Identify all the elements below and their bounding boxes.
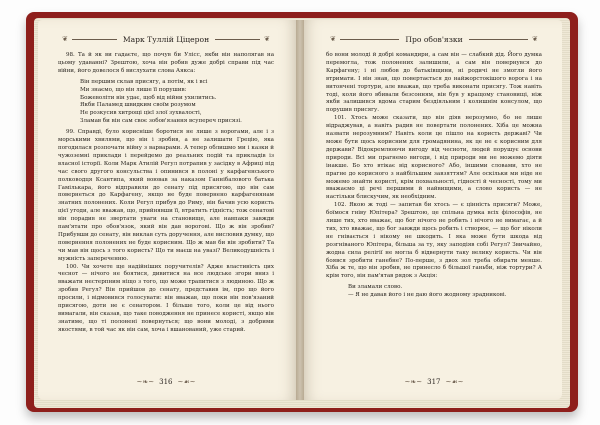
paragraph: 100. Чи хочете ще надійніших поручителів? Адже властивість цих чеснот — нічого не боятися, дивитися на все людське згори вниз і вважати нестерпним ніщо з того, що може трапитися з людиною. Що ж зробив Регул? Він прийшов до сенату, представив ім, про що його просили, і відмовився голосувати: він вважав, що поки він пов'язаний присягою, доти не є сенатором. І більше того, коли це від нього вимагали, він сказав, що таке поводження не принесе користі, якщо він знатиме, що ті полонені повернуться; що вони молоді, з добрими якостями, в той час як він сам, хоча і вшанований, уже старий. xyxy=(58,263,274,333)
right-folio xyxy=(326,376,542,388)
flourish-icon: ~☙~ xyxy=(445,378,464,386)
book-gutter xyxy=(296,20,304,400)
page-number: 317 xyxy=(427,378,441,386)
header-rule xyxy=(72,39,117,40)
paragraph: 101. Хтось може сказати, що він діяв нерозумно, бо не лише відраджував, а навіть радив не повертати полонених. Хіба це можна назвати нерозумним? Навіть коли це пішло на користь державі? Чи може бути щось корисним для громадянина, як це не є корисним для держави? Відокремлюючи вигоду від чесноти, людей порушує основи природи. Всі ми прагнемо вигоди, і від природи ми не можемо діяти інакше. Бо хто втікає від корисного? Або, іншими словами, хто не прагне до корисного з найбільшим завзяттям? Але оскільки ми ніде не можемо знайти користі, крім похвальності, гідності й чесності, тому ми вважаємо ці речі першими й найвищими, а слово користь — не настільки блискучим, як необхідним. xyxy=(326,115,542,201)
flourish-icon: ~☙~ xyxy=(177,378,196,386)
verse-line: Якби Паламед швидким своїм розумом xyxy=(80,102,196,109)
header-rule xyxy=(469,39,528,40)
right-page xyxy=(300,20,562,400)
page-number: 316 xyxy=(159,378,173,386)
left-page-text xyxy=(58,52,274,335)
verse-line: Він першим склав присягу, а потім, як і всі xyxy=(80,78,208,85)
verse-line: Зламав би він сам своє зобов'язання всупереч присязі. xyxy=(80,118,242,125)
paragraph: 99. Справді, було корисніше боротися не лише з ворогами, але і з морськими хвилями, що він і зробив, а не залишати Грецію, яка погодилася розпочати війну з варварами. А тепер облишмо ми і казки й чужоземні приклади і перейдемо до реальних подій та прикладів із власної історії. Коли Марк Атилій Регул потрапив у засідку в Африці під час свого другого консульства і опинився в полоні у карфагенського полководця Ксантипа, який воював за наказом Ганнібалового батька Гамількара, його відправили до сенату під присягою, що він сам повернеться до Карфагену, якщо не буде повернено карфагенянам знатних полонених. Коли Регул прибув до Риму, він бачив усю користь цієї угоди, але вважав, що, прийнявши її, втратить гідність; тож сенатові він порадив не звертати уваги на становище, але навпаки завжди пам'ятати про обов'язок, який він дав ворогові. Що ж він зробив? Прибувши до сенату, він виклав суть доручення, але висловив думку, що повернення полонених не буде корисним. Що ж мав би він зробити? Та чи мав він щось з того користь? Що ти маєш на увазі? Великодушність і мужність запереченню. xyxy=(58,129,274,262)
verse-line: Божеволіти він удає, щоб від війни ухилитись. xyxy=(80,94,217,101)
right-running-head-title: Про обов'язки xyxy=(405,34,463,44)
ornament-icon: ❦ xyxy=(62,35,68,43)
right-running-head xyxy=(326,32,542,46)
verse-quote xyxy=(348,284,542,300)
header-rule xyxy=(215,39,260,40)
left-page xyxy=(38,20,300,400)
ornament-icon: ❦ xyxy=(330,35,336,43)
verse-line: Ми знаємо, що він лише її порушив: xyxy=(80,86,187,93)
ornament-icon: ❦ xyxy=(264,35,270,43)
ornament-icon: ❦ xyxy=(532,35,538,43)
flourish-icon: ~❧~ xyxy=(136,378,155,386)
left-folio xyxy=(58,376,274,388)
paragraph: бо вони молоді й добрі командири, а сам він — слабкий дід. Його думка перемогла, тож полонених залишили, а сам він повернувся до Карфагену; і ні любов до батьківщини, ні родичі не змогли його втримати. І він знав, що повертається до найжорстокішого ворога і на витончені тортури, але вважав, що треба виконати присягу. Тож навіть тоді, коли його вбивали безсонням, він був у кращому становищі, ніж якби залишився вдома старим бездіяльним і колишнім консулом, що порушив присягу. xyxy=(326,52,542,114)
verse-quote xyxy=(80,79,274,126)
right-page-text xyxy=(326,52,542,303)
flourish-icon: ~❧~ xyxy=(404,378,423,386)
verse-line: Не розкусив хитрощі цієї злої зухвалості, xyxy=(80,110,202,117)
paragraph: 98. Та й як ви гадаєте, що почув би Улісс, якби він наполягав на цьому удаванні? Зрештою, хоча він робив дуже добрі справи під час війни, його довелося б вислухати слова Аякса: xyxy=(58,52,274,74)
verse-line: Ви зламали слово. xyxy=(348,284,403,291)
left-running-head xyxy=(58,32,274,46)
verse-line: — Я не давав його і не даю його жодному зрадникові. xyxy=(348,292,507,299)
left-running-head-title: Марк Туллій Ціцерон xyxy=(122,34,210,44)
header-rule xyxy=(340,39,399,40)
paragraph: 102. Якою ж тоді — запитав би хтось — є цінність присяги? Може, боїмося гніву Юпітера? Зрештою, це спільна думка всіх філософів, не лише тих, хто вважає, що бог нічого не робить і нічого не вимагає, а й тих, хто вважає, що бог завжди щось робить і створює, — що бог ніколи не гнівається і нікому не шкодить. І яка може бути шкода від розгніваного Юпітера, більша за ту, яку заподіяв собі Регул? Звичайно, жодна сила релігії не могла б відвернути таку велику користь. Чи він боявся зробити ганебне? По-перше, з двох зол треба обирати менше. Хіба ж те, що він зробив, не принесло б більшої ганьби, ніж тортури? А крім того, він пам'ятав рядок з Акція: xyxy=(326,202,542,280)
